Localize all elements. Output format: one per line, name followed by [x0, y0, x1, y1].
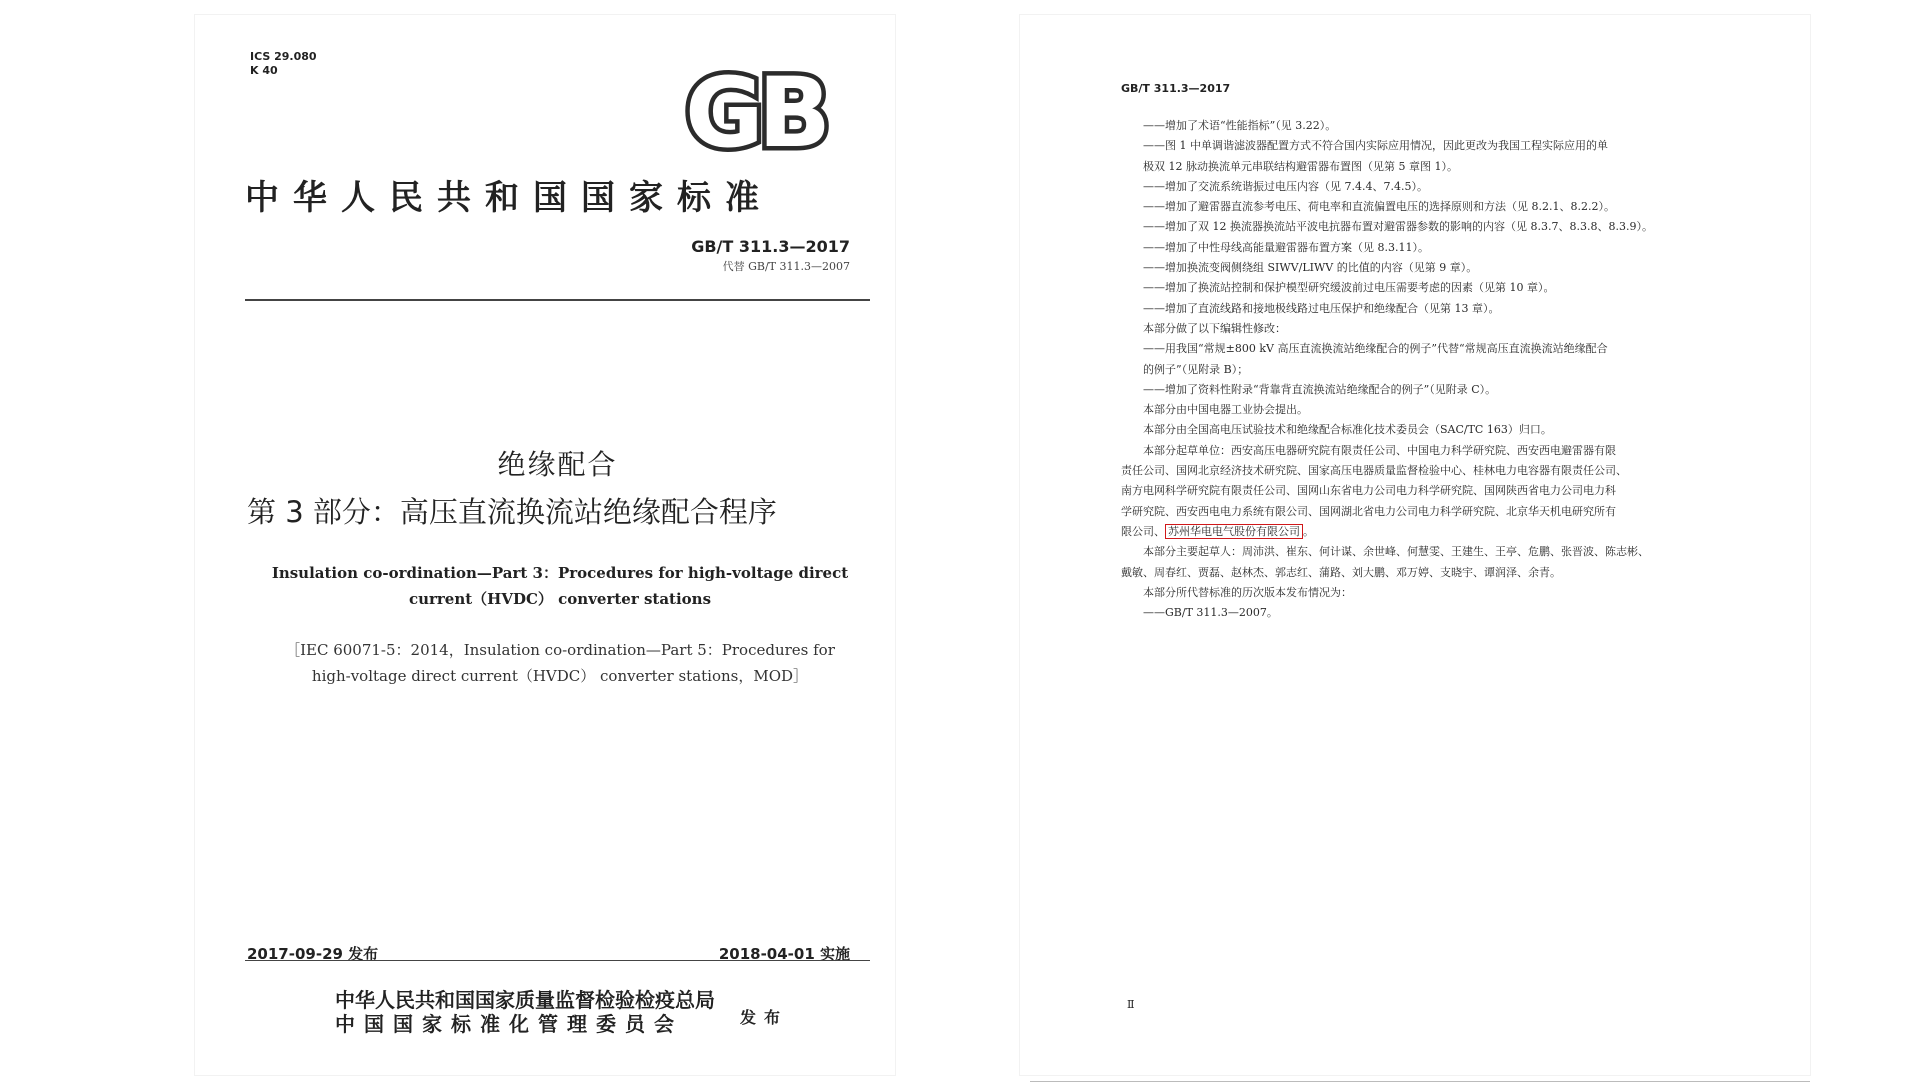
drafters-line: 本部分主要起草人：周沛洪、崔东、何计谋、余世峰、何慧雯、王建生、王亭、危鹏、张晋波、陈志彬、 [1143, 545, 1649, 559]
replaces-standard: 代替 GB/T 311.3—2007 [722, 260, 850, 273]
text-line: 本部分由中国电器工业协会提出。 [1143, 403, 1308, 417]
chinese-title-main: 绝缘配合 [497, 448, 618, 481]
iec-reference [255, 637, 865, 689]
text-line: 极双 12 脉动换流单元串联结构避雷器布置图（见第 5 章图 1）。 [1143, 159, 1458, 173]
text-line: 本部分起草单位：西安高压电器研究院有限责任公司、中国电力科学研究院、西安西电避雷器有限 [1143, 443, 1616, 457]
text-line: ——增加了中性母线高能量避雷器布置方案（见 8.3.11）。 [1143, 240, 1429, 254]
ccs-code: K 40 [250, 64, 278, 77]
cover-page [195, 15, 895, 1075]
issue-date: 2017-09-29 发布 [247, 945, 379, 963]
standard-number: GB/T 311.3—2017 [691, 237, 850, 256]
chinese-title-part: 第 3 部分：高压直流换流站绝缘配合程序 [247, 495, 777, 529]
text-line: ——增加换流变阀侧绕组 SIWV/LIWV 的比值的内容（见第 9 章）。 [1143, 261, 1478, 275]
text-line: ——增加了换流站控制和保护模型研究缓波前过电压需要考虑的因素（见第 10 章）。 [1143, 281, 1555, 295]
ics-code-block [250, 50, 317, 78]
history-item: ——GB/T 311.3—2007。 [1143, 606, 1278, 620]
text-line: ——增加了直流线路和接地极线路过电压保护和绝缘配合（见第 13 章）。 [1143, 301, 1500, 315]
gb-logo [675, 60, 835, 160]
text-line: ——图 1 中单调谐滤波器配置方式不符合国内实际应用情况，因此更改为我国工程实际应用的单 [1143, 139, 1608, 153]
text-line: ——用我国“常规±800 kV 高压直流换流站绝缘配合的例子”代替“常规高压直流换流站绝缘配合 [1143, 342, 1608, 356]
text-line: 本部分由全国高电压试验技术和绝缘配合标准化技术委员会（SAC/TC 163）归口。 [1143, 423, 1552, 437]
english-title [255, 560, 865, 612]
text-line: 责任公司、国网北京经济技术研究院、国家高压电器质量监督检验中心、桂林电力电容器有限责任公司、 [1121, 464, 1627, 478]
bottom-divider [245, 960, 870, 961]
english-title-line: current（HVDC） converter stations [408, 590, 712, 608]
issuing-authorities [335, 988, 715, 1036]
text-line: 本部分做了以下编辑性修改： [1143, 321, 1286, 335]
page-number: Ⅱ [1127, 998, 1135, 1011]
text-line: ——增加了双 12 换流器换流站平波电抗器布置对避雷器参数的影响的内容（见 8.3.7、8.3.8、8.3.9）。 [1143, 220, 1653, 234]
publish-label: 发布 [740, 1008, 789, 1027]
text-line: 南方电网科学研究院有限责任公司、国网山东省电力公司电力科学研究院、国网陕西省电力公司电力科 [1121, 484, 1616, 498]
implementation-date: 2018-04-01 实施 [718, 945, 850, 963]
iec-reference-line: ［IEC 60071-5：2014，Insulation co-ordination—Part 5：Procedures for [285, 641, 835, 659]
text-line-with-highlight [1121, 522, 1721, 542]
ics-code: ICS 29.080 [250, 50, 317, 63]
gb-logo-text: GB [685, 60, 825, 160]
text-line: ——增加了资料性附录“背靠背直流换流站绝缘配合的例子”（见附录 C）。 [1143, 382, 1497, 396]
history-label: 本部分所代替标准的历次版本发布情况为： [1143, 585, 1352, 599]
text-fragment: 。 [1303, 524, 1314, 538]
iec-reference-line: high-voltage direct current（HVDC） converter stations，MOD］ [311, 667, 809, 685]
drafters-line: 戴敏、周春红、贾磊、赵林杰、郭志红、蒲路、刘大鹏、邓万婷、支晓宇、谭润泽、余青。 [1121, 565, 1561, 579]
text-line: ——增加了术语“性能指标”（见 3.22）。 [1143, 119, 1337, 132]
text-line: 的例子”（见附录 B）； [1143, 362, 1249, 376]
text-fragment: 限公司、 [1121, 524, 1165, 538]
highlighted-company: 苏州华电电气股份有限公司 [1165, 524, 1303, 539]
foreword-body [1121, 116, 1721, 623]
issuer-line: 中国国家标准化管理委员会 [335, 1012, 683, 1036]
running-header: GB/T 311.3—2017 [1121, 82, 1231, 95]
issuer-line: 中华人民共和国国家质量监督检验检疫总局 [335, 988, 715, 1012]
national-standard-title: 中华人民共和国国家标准 [245, 178, 773, 218]
top-divider [245, 299, 870, 301]
text-line: ——增加了交流系统谐振过电压内容（见 7.4.4、7.4.5）。 [1143, 179, 1428, 193]
text-line: ——增加了避雷器直流参考电压、荷电率和直流偏置电压的选择原则和方法（见 8.2.1、8.2.2）。 [1143, 200, 1615, 214]
text-line: 学研究院、西安西电电力系统有限公司、国网湖北省电力公司电力科学研究院、北京华天机电研究所有 [1121, 504, 1616, 518]
foreword-page [1020, 15, 1810, 1075]
english-title-line: Insulation co-ordination—Part 3：Procedures for high-voltage direct [271, 564, 849, 582]
